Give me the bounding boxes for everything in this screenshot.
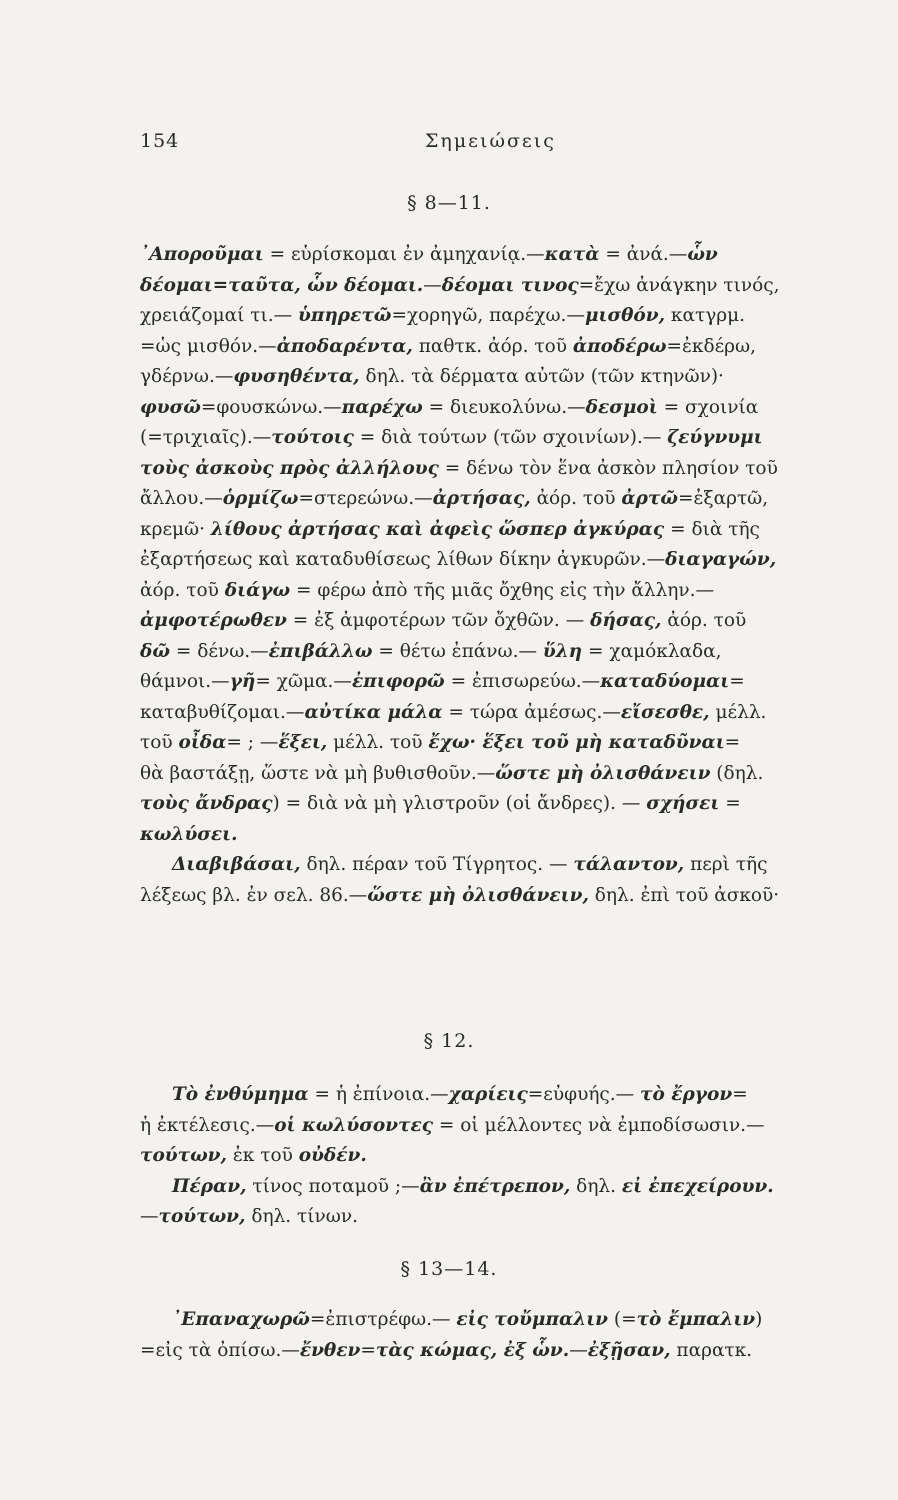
section-heading-13-14: § 13—14. — [400, 1258, 498, 1280]
section-12-text — [140, 1080, 880, 1233]
text-line: ἀμφοτέρωθεν = ἐξ ἀμφοτέρων τῶν ὄχθῶν. — δήσας, ἀόρ. τοῦ — [140, 610, 747, 631]
text-line: Πέραν, τίνος ποταμοῦ ;—ἂν ἐπέτρεπον, δηλ. εἰ ἐπεχείρουν. — [172, 1175, 774, 1197]
text-line: =ὡς μισθόν.—ἀποδαρέντα, παθτκ. ἀόρ. τοῦ ἀποδέρω=ἐκδέρω, — [140, 335, 757, 357]
section-13-14-text — [140, 1305, 880, 1366]
section-8-11-text — [140, 240, 880, 911]
text-line: ἀόρ. τοῦ διάγω = φέρω ἀπὸ τῆς μιᾶς ὄχθης εἰς τὴν ἄλλην.— — [140, 579, 715, 601]
text-line: τοὺς ἄνδρας) = διὰ νὰ μὴ γλιστροῦν (οἱ ἄνδρες). — σχήσει = — [140, 793, 741, 814]
text-line: ᾿Επαναχωρῶ=ἐπιστρέφω.— εἰς τοὔμπαλιν (=τὸ ἔμπαλιν) — [172, 1309, 763, 1330]
text-line: —τούτων, δηλ. τίνων. — [140, 1206, 359, 1227]
text-line: δῶ = δένω.—ἐπιβάλλω = θέτω ἐπάνω.— ὕλη = χαμόκλαδα, — [140, 640, 722, 662]
text-line: ἡ ἐκτέλεσις.—οἱ κωλύσοντες = οἱ μέλλοντες νὰ ἐμποδίσωσιν.— — [140, 1114, 765, 1136]
text-line: Διαβιβάσαι, δηλ. πέραν τοῦ Τίγρητος. — τάλαντον, περὶ τῆς — [172, 854, 768, 875]
section-heading-12: § 12. — [423, 1030, 475, 1052]
text-line: θάμνοι.—γῆ= χῶμα.—ἐπιφορῶ = ἐπισωρεύω.—καταδύομαι= — [140, 671, 745, 692]
text-line: ἐξαρτήσεως καὶ καταδυθίσεως λίθων δίκην ἀγκυρῶν.—διαγαγών, — [140, 549, 777, 570]
text-line: χρειάζομαί τι.— ὑπηρετῶ=χορηγῶ, παρέχω.—μισθόν, κατγρμ. — [140, 305, 746, 326]
text-line: ᾿Απορoῦμαι = εὑρίσκομαι ἐν ἀμηχανίᾳ.—κατὰ = ἀνά.—ὧν — [140, 244, 718, 265]
text-line: γδέρνω.—φυσηθέντα, δηλ. τὰ δέρματα αὐτῶν (τῶν κτηνῶν)· — [140, 366, 724, 387]
text-line: ἄλλου.—ὁρμίζω=στερεώνω.—ἀρτήσας, ἀόρ. τοῦ ἀρτῶ=ἐξαρτῶ, — [140, 488, 769, 509]
text-line: καταβυθίζομαι.—αὐτίκα μάλα = τώρα ἀμέσως.—εἴσεσθε, μέλλ. — [140, 701, 767, 723]
text-line: φυσῶ=φουσκώνω.—παρέχω = διευκολύνω.—δεσμοὶ = σχοινία — [140, 396, 759, 418]
running-title: Σημειώσεις — [425, 130, 556, 152]
text-line: θὰ βαστάξῃ, ὥστε νὰ μὴ βυθισθοῦν.—ὥστε μὴ ὀλισθάνειν (δηλ. — [140, 762, 764, 784]
page-number: 154 — [140, 130, 180, 152]
text-line: δέομαι=ταῦτα, ὧν δέομαι.—δέομαι τινος=ἔχω ἀνάγκην τινός, — [140, 274, 780, 296]
text-line: Τὸ ἐνθύμημα = ἡ ἐπίνοια.—χαρίεις=εὐφυής.— τὸ ἔργον= — [172, 1084, 748, 1105]
text-line: (=τριχιαῖς).—τούτοις = διὰ τούτων (τῶν σχοινίων).— ζεύγνυμι — [140, 427, 763, 448]
text-line: τοῦ οἶδα= ; —ἕξει, μέλλ. τοῦ ἔχω· ἕξει τοῦ μὴ καταδῦναι= — [140, 732, 741, 753]
page-header — [140, 130, 838, 160]
section-heading-8-11: § 8—11. — [407, 192, 491, 214]
text-line: κρεμῶ· λίθους ἀρτήσας καὶ ἀφεὶς ὥσπερ ἀγκύρας = διὰ τῆς — [140, 518, 760, 540]
text-line: =εἰς τὰ ὀπίσω.—ἔνθεν=τὰς κώμας, ἐξ ὧν.—ἐξῇσαν, παρατκ. — [140, 1339, 753, 1361]
text-line: τοὺς ἀσκοὺς πρὸς ἀλλήλους = δένω τὸν ἕνα ἀσκὸν πλησίον τοῦ — [140, 457, 778, 479]
text-line: κωλύσει. — [140, 823, 238, 845]
text-line: λέξεως βλ. ἐν σελ. 86.—ὥστε μὴ ὀλισθάνειν, δηλ. ἐπὶ τοῦ ἀσκοῦ· — [140, 884, 780, 906]
text-line: τούτων, ἐκ τοῦ οὐδέν. — [140, 1145, 367, 1166]
